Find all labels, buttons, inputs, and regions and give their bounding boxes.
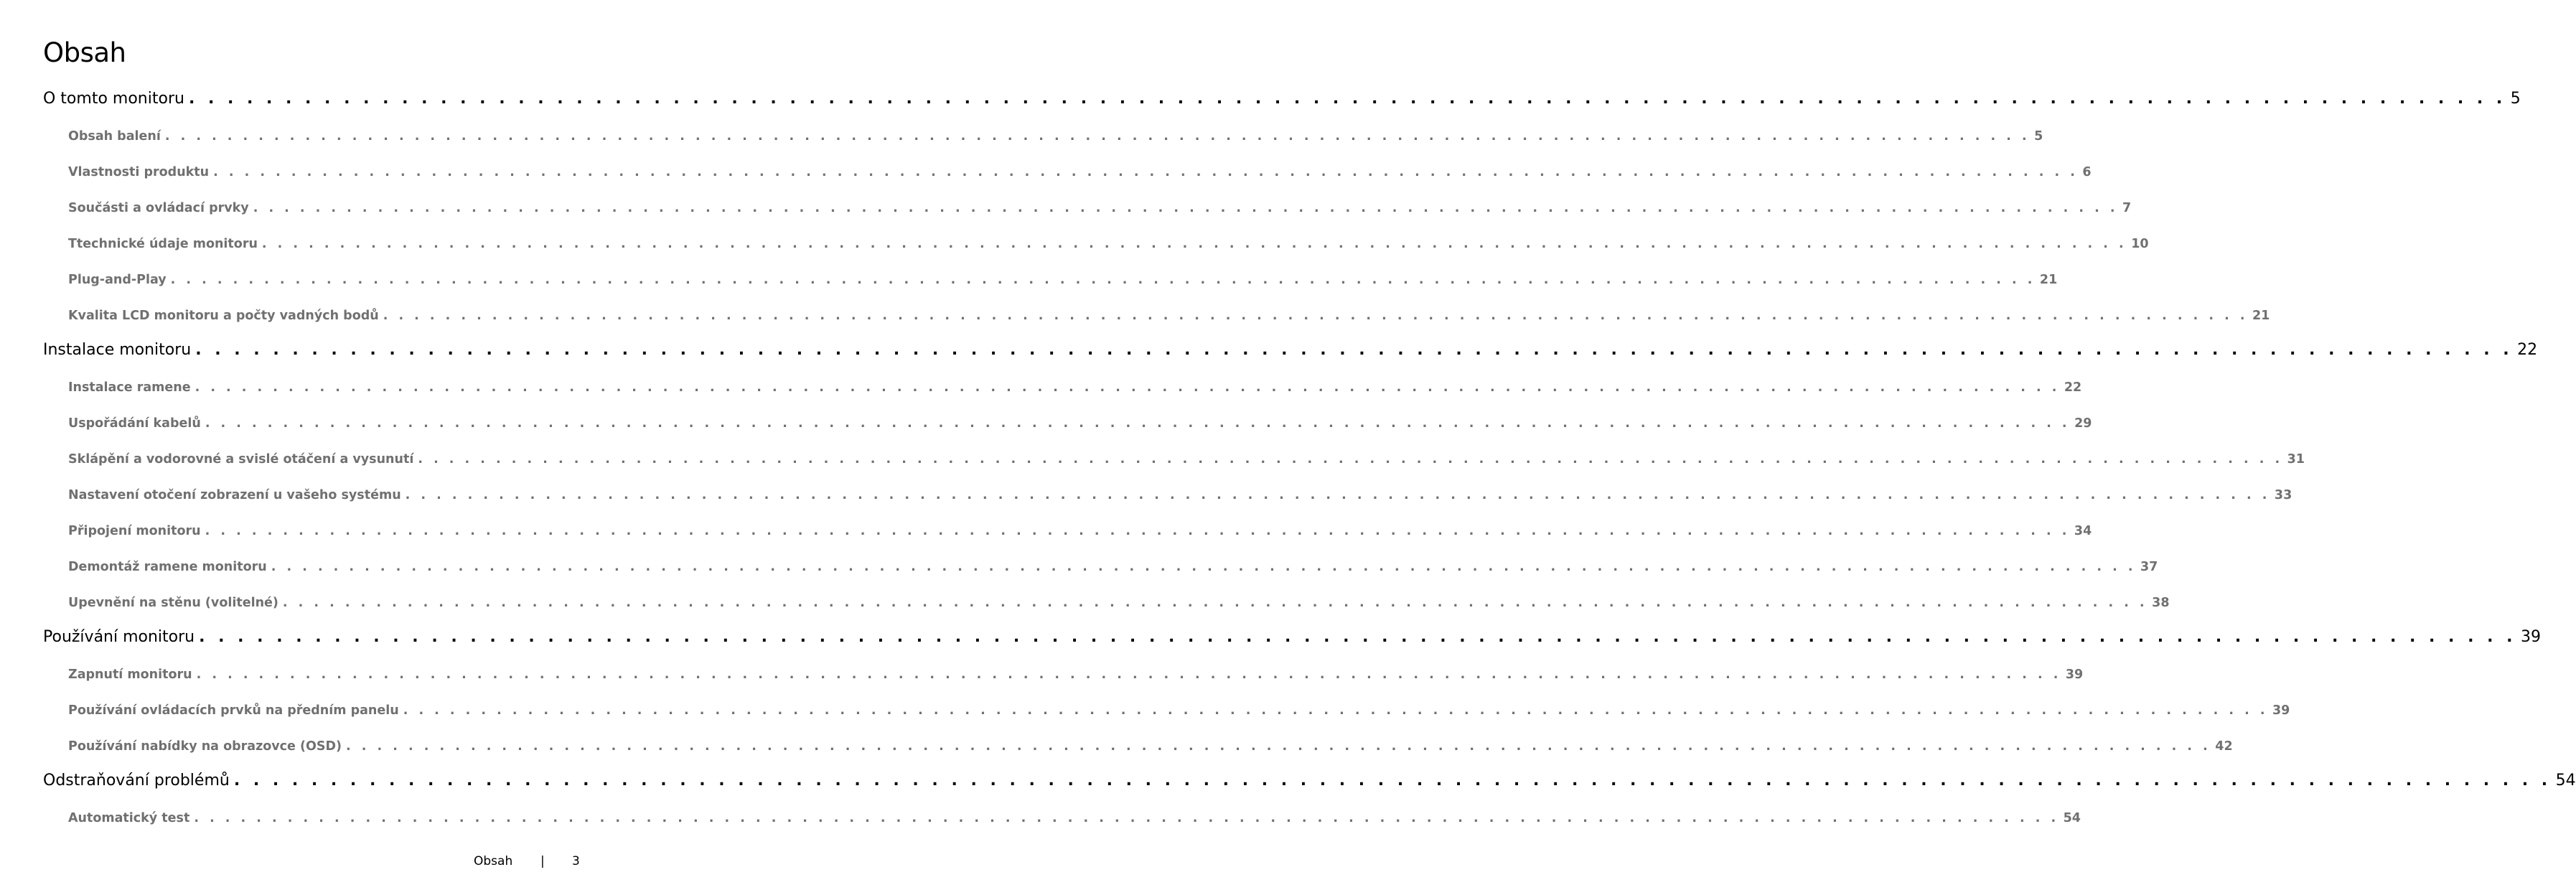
toc-dot-leader: . . . . . . . . . . . . . . . . . . . . . . . . . . . . . . . . . . . . . . . . . . . . . . . . . . . . . . . . . . . . . . . . . . . . . . . . . . . . . . . . . . . . . . . . . . . . . . . . . . . . . . . . . . . . . . . . . . . . . . . .: [164, 129, 2031, 144]
toc-entry-title: Obsah balení: [68, 129, 161, 144]
toc-dot-leader: . . . . . . . . . . . . . . . . . . . . . . . . . . . . . . . . . . . . . . . . . . . . . . . . . . . . . . . . . . . . . . . . . . . . . . . . . . . . . . . . . . . . . . . . . . . . . . . . . . . . . . . . . . . . . . . . . . . . . . . .: [403, 703, 2268, 718]
footer-section-name: Obsah: [474, 854, 513, 868]
toc-section-entry[interactable]: [68, 520, 2092, 542]
toc-section-entry[interactable]: [68, 807, 2081, 829]
toc-entry-title: Používání ovládacích prvků na předním panelu: [68, 703, 399, 718]
toc-page-number: 33: [2274, 488, 2292, 502]
toc-section-entry[interactable]: [68, 484, 2292, 506]
toc-section-entry[interactable]: [68, 592, 2170, 614]
toc-section-entry[interactable]: [68, 736, 2233, 757]
toc-dot-leader: . . . . . . . . . . . . . . . . . . . . . . . . . . . . . . . . . . . . . . . . . . . . . . . . . . . . . . . . . . . . . . . . . . . . . . . . . . . . . . . . . . . . . . . . . . . . . . . . . . . . . . . . . . . . . . . . . . . . . . . .: [253, 201, 2118, 215]
toc-dot-leader: . . . . . . . . . . . . . . . . . . . . . . . . . . . . . . . . . . . . . . . . . . . . . . . . . . . . . . . . . . . . . . . . . . . . . . . . . . . . . . . . . . . . . . . . . . . . . . . . . . . . . . . . . . . . . . . . . . . . . . . .: [383, 309, 2248, 323]
footer-page-number: 3: [572, 854, 580, 868]
toc-dot-leader: . . . . . . . . . . . . . . . . . . . . . . . . . . . . . . . . . . . . . . . . . . . . . . . . . . . . . . . . . . . . . . . . . . . . . . . . . . . . . . . . . . . . . . . . . . . . . . . . . . . . . . . . . . . . . . . . . . . . . . . .: [194, 811, 2059, 825]
footer-divider: |: [540, 854, 545, 868]
toc-dot-leader: . . . . . . . . . . . . . . . . . . . . . . . . . . . . . . . . . . . . . . . . . . . . . . . . . . . . . . . . . . . . . . . . . . . . . . . . . . . . . . . . . . . . . . . . . . . . . . . . . . . . . . . . . . . . . . . . . . . . . . . .: [170, 273, 2036, 287]
toc-page-number: 31: [2287, 452, 2305, 467]
toc-section-entry[interactable]: [68, 664, 2084, 685]
toc-dot-leader: . . . . . . . . . . . . . . . . . . . . . . . . . . . . . . . . . . . . . . . . . . . . . . . . . . . . . . . . . . . . . . . . . . . . . . . . . . . . . . . . . . . . . . . . . . . . . . . . . . . . . . . . . . . . . . . . . . . . . . . .: [271, 560, 2136, 574]
toc-section-entry[interactable]: [68, 556, 2158, 578]
toc-chapter-entry[interactable]: [43, 770, 2576, 792]
toc-section-entry[interactable]: [68, 700, 2290, 721]
toc-page-number: 38: [2152, 596, 2170, 610]
toc-entry-title: Zapnutí monitoru: [68, 668, 192, 682]
toc-entry-title: Nastavení otočení zobrazení u vašeho systému: [68, 488, 401, 502]
toc-page-number: 29: [2074, 416, 2092, 431]
toc-dot-leader: . . . . . . . . . . . . . . . . . . . . . . . . . . . . . . . . . . . . . . . . . . . . . . . . . . . . . . . . . . . . . . . . . . . . . . . . . . . . . . . . . . . . . . . . . . . . . . . . . . . . . . . . . . . . . . . . . . . . . . . .: [196, 668, 2061, 682]
toc-entry-title: Kvalita LCD monitoru a počty vadných bodů: [68, 309, 379, 323]
toc-page-number: 7: [2122, 201, 2132, 215]
toc-section-entry[interactable]: [68, 377, 2082, 398]
toc-dot-leader: . . . . . . . . . . . . . . . . . . . . . . . . . . . . . . . . . . . . . . . . . . . . . . . . . . . . . . . . . . . . . . . . . . . . . . . . . . . . . . . . . . . . . . . . . . . . . . . . . . . . . . . . . . . . . . . . . . . . . . . .: [205, 416, 2071, 431]
toc-dot-leader: . . . . . . . . . . . . . . . . . . . . . . . . . . . . . . . . . . . . . . . . . . . . . . . . . . . . . . . . . . . . . . . . . . . . . . . . . . . . . . . . . . . . . . . . . . . . . . . . . . . . . . . . . . . . . . . . . . . . . . . .: [418, 452, 2283, 467]
toc-page-number: 39: [2065, 668, 2084, 682]
toc-entry-title: Ttechnické údaje monitoru: [68, 237, 258, 251]
toc-page-number: 42: [2215, 739, 2233, 754]
toc-page-number: 6: [2082, 165, 2092, 179]
toc-chapter-entry[interactable]: [43, 627, 2541, 648]
toc-entry-title: Plug-and-Play: [68, 273, 167, 287]
page-footer: [402, 854, 581, 874]
toc-dot-leader: . . . . . . . . . . . . . . . . . . . . . . . . . . . . . . . . . . . . . . . . . . . . . . . . . . . . . . . . . . . . . . . . . . . . . . . . . . . . . . . . . . . . . . . . . . . . . . . . . . . . . . . . . . . . . . . . . . . . . . . .: [282, 596, 2148, 610]
toc-page-number: 37: [2140, 560, 2158, 574]
toc-section-entry[interactable]: [68, 233, 2149, 255]
toc-dot-leader: . . . . . . . . . . . . . . . . . . . . . . . . . . . . . . . . . . . . . . . . . . . . . . . . . . . . . . . . . . . . . . . . . . . . . . . . . . . . . . . . . . . . . . . . . . . . . . . . . . . . . . . . . . . . . . . . . . . . . . . .: [195, 341, 2514, 359]
toc-entry-title: Součásti a ovládací prvky: [68, 201, 249, 215]
toc-page-number: 21: [2252, 309, 2270, 323]
toc-entry-title: Uspořádání kabelů: [68, 416, 201, 431]
toc-page-number: 5: [2510, 90, 2521, 108]
toc-entry-title: Připojení monitoru: [68, 524, 201, 538]
toc-chapter-entry[interactable]: [43, 88, 2521, 110]
toc-page-number: 22: [2064, 380, 2082, 395]
toc-entry-title: Instalace monitoru: [43, 341, 192, 359]
toc-page-number: 54: [2063, 811, 2081, 825]
toc-entry-title: Automatický test: [68, 811, 190, 825]
toc-chapter-entry[interactable]: [43, 339, 2538, 361]
toc-dot-leader: . . . . . . . . . . . . . . . . . . . . . . . . . . . . . . . . . . . . . . . . . . . . . . . . . . . . . . . . . . . . . . . . . . . . . . . . . . . . . . . . . . . . . . . . . . . . . . . . . . . . . . . . . . . . . . . . . . . . . . . .: [405, 488, 2270, 502]
toc-dot-leader: . . . . . . . . . . . . . . . . . . . . . . . . . . . . . . . . . . . . . . . . . . . . . . . . . . . . . . . . . . . . . . . . . . . . . . . . . . . . . . . . . . . . . . . . . . . . . . . . . . . . . . . . . . . . . . . . . . . . . . . .: [213, 165, 2079, 179]
toc-entry-title: Vlastnosti produktu: [68, 165, 210, 179]
toc-page-number: 21: [2039, 273, 2058, 287]
toc-entry-title: Instalace ramene: [68, 380, 191, 395]
toc-dot-leader: . . . . . . . . . . . . . . . . . . . . . . . . . . . . . . . . . . . . . . . . . . . . . . . . . . . . . . . . . . . . . . . . . . . . . . . . . . . . . . . . . . . . . . . . . . . . . . . . . . . . . . . . . . . . . . . . . . . . . . . .: [261, 237, 2127, 251]
toc-entry-title: Používání nabídky na obrazovce (OSD): [68, 739, 342, 754]
toc-dot-leader: . . . . . . . . . . . . . . . . . . . . . . . . . . . . . . . . . . . . . . . . . . . . . . . . . . . . . . . . . . . . . . . . . . . . . . . . . . . . . . . . . . . . . . . . . . . . . . . . . . . . . . . . . . . . . . . . . . . . . . . .: [188, 90, 2506, 108]
toc-section-entry[interactable]: [68, 413, 2092, 434]
toc-entry-title: Používání monitoru: [43, 628, 195, 646]
toc-dot-leader: . . . . . . . . . . . . . . . . . . . . . . . . . . . . . . . . . . . . . . . . . . . . . . . . . . . . . . . . . . . . . . . . . . . . . . . . . . . . . . . . . . . . . . . . . . . . . . . . . . . . . . . . . . . . . . . . . . . . . . . .: [205, 524, 2070, 538]
toc-section-entry[interactable]: [68, 197, 2132, 219]
toc-page-number: 22: [2517, 341, 2538, 359]
toc-section-entry[interactable]: [68, 126, 2043, 147]
toc-page-number: 5: [2034, 129, 2043, 144]
toc-entry-title: O tomto monitoru: [43, 90, 184, 108]
toc-section-entry[interactable]: [68, 449, 2305, 470]
toc-section-entry[interactable]: [68, 305, 2270, 327]
toc-dot-leader: . . . . . . . . . . . . . . . . . . . . . . . . . . . . . . . . . . . . . . . . . . . . . . . . . . . . . . . . . . . . . . . . . . . . . . . . . . . . . . . . . . . . . . . . . . . . . . . . . . . . . . . . . . . . . . . . . . . . . . . .: [233, 772, 2552, 790]
toc-section-entry[interactable]: [68, 269, 2058, 291]
toc-page-number: 10: [2131, 237, 2149, 251]
toc-dot-leader: . . . . . . . . . . . . . . . . . . . . . . . . . . . . . . . . . . . . . . . . . . . . . . . . . . . . . . . . . . . . . . . . . . . . . . . . . . . . . . . . . . . . . . . . . . . . . . . . . . . . . . . . . . . . . . . . . . . . . . . .: [199, 628, 2516, 646]
toc-page-number: 39: [2520, 628, 2541, 646]
toc-page-number: 39: [2272, 703, 2290, 718]
toc-dot-leader: . . . . . . . . . . . . . . . . . . . . . . . . . . . . . . . . . . . . . . . . . . . . . . . . . . . . . . . . . . . . . . . . . . . . . . . . . . . . . . . . . . . . . . . . . . . . . . . . . . . . . . . . . . . . . . . . . . . . . . . .: [195, 380, 2060, 395]
toc-section-entry[interactable]: [68, 161, 2092, 183]
toc-page-number: 54: [2555, 772, 2576, 790]
toc-page-number: 34: [2074, 524, 2092, 538]
toc-dot-leader: . . . . . . . . . . . . . . . . . . . . . . . . . . . . . . . . . . . . . . . . . . . . . . . . . . . . . . . . . . . . . . . . . . . . . . . . . . . . . . . . . . . . . . . . . . . . . . . . . . . . . . . . . . . . . . . . . . . . . . . .: [346, 739, 2211, 754]
toc-entry-title: Upevnění na stěnu (volitelné): [68, 596, 278, 610]
toc-entry-title: Sklápění a vodorovné a svislé otáčení a vysunutí: [68, 452, 414, 467]
page-title: Obsah: [43, 37, 126, 68]
toc-entry-title: Demontáž ramene monitoru: [68, 560, 267, 574]
toc-entry-title: Odstraňování problémů: [43, 772, 230, 790]
